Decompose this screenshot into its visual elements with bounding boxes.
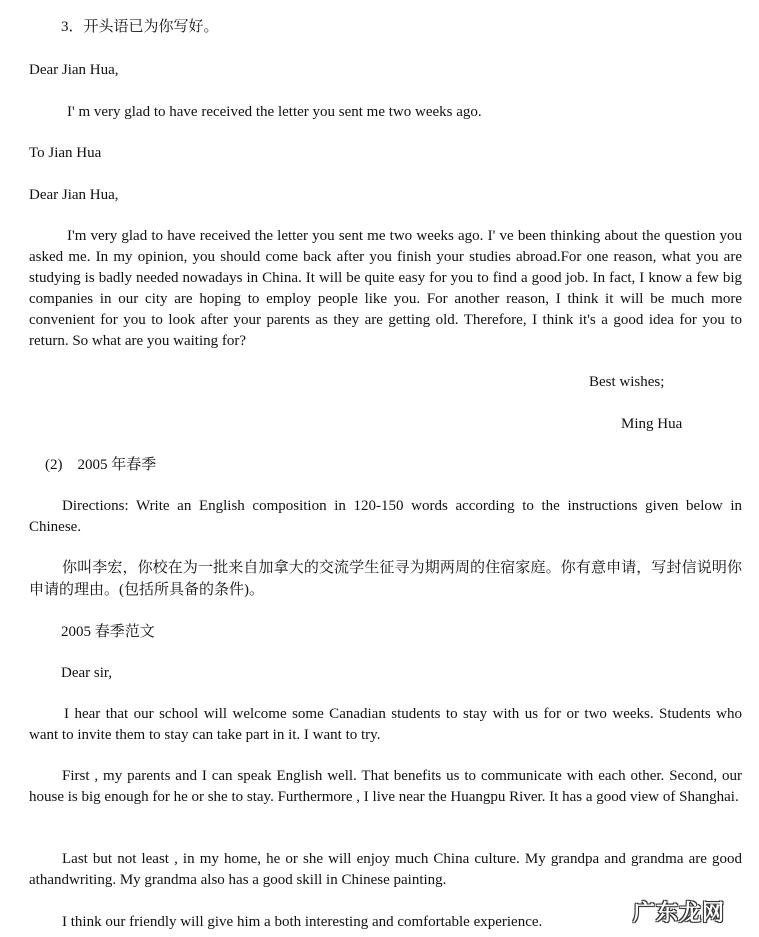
directions-paragraph: Directions: Write an English composition in 120-150 words according to the instructions given below in Chinese.	[29, 498, 742, 535]
chinese-prompt: 你叫李宏，你校在为一批来自加拿大的交流学生征寻为期两周的住宿家庭。你有意申请，写封信说明你申请的理由。(包括所具备的条件)。	[29, 560, 742, 598]
model-essay-title: 2005 春季范文	[61, 624, 155, 640]
model-paragraph-1: I hear that our school will welcome some Canadian students to stay with us for or two weeks. Students who want to invite them to stay can take part in it. I want to try.	[29, 706, 742, 743]
letter-salutation: Dear Jian Hua,	[29, 187, 119, 203]
model-salutation: Dear sir,	[61, 665, 113, 681]
model-paragraph-4: I think our friendly will give him a both interesting and comfortable experience.	[62, 914, 543, 930]
letter-body: I'm very glad to have received the letter you sent me two weeks ago. I' ve been thinking about the question you asked me. In my opinion, you should come back after you finish your studies abroad.For one reason, what you are studying is badly needed nowadays in China. It will be quite easy for you to find a good job. In fact, I know a few big companies in our city are hoping to employ people like you. For another reason, I think it will be much more convenient for you to look after your parents as they are getting old. Therefore, I think it's a good idea for you to return. So what are you waiting for?	[29, 228, 742, 349]
model-paragraph-3: Last but not least , in my home, he or she will enjoy much China culture. My grandpa and grandma are good athandwriting. My grandma also has a good skill in Chinese painting.	[29, 851, 742, 888]
letter-closing: Best wishes;	[589, 374, 665, 390]
section-2-heading: (2) 2005 年春季	[45, 457, 157, 473]
watermark-logo: 广东龙网	[632, 901, 725, 926]
letter-signature: Ming Hua	[621, 416, 683, 432]
letter-recipient: To Jian Hua	[29, 145, 102, 161]
opening-first-sentence: I' m very glad to have received the letter you sent me two weeks ago.	[67, 104, 482, 120]
instruction-item-3: 3．开头语已为你写好。	[61, 19, 219, 35]
opening-salutation: Dear Jian Hua,	[29, 62, 119, 78]
model-paragraph-2: First , my parents and I can speak English well. That benefits us to communicate with each other. Second, our house is big enough for he or she to stay. Furthermore , I live near the Huangpu River. It has a good view of Shanghai.	[29, 768, 742, 805]
